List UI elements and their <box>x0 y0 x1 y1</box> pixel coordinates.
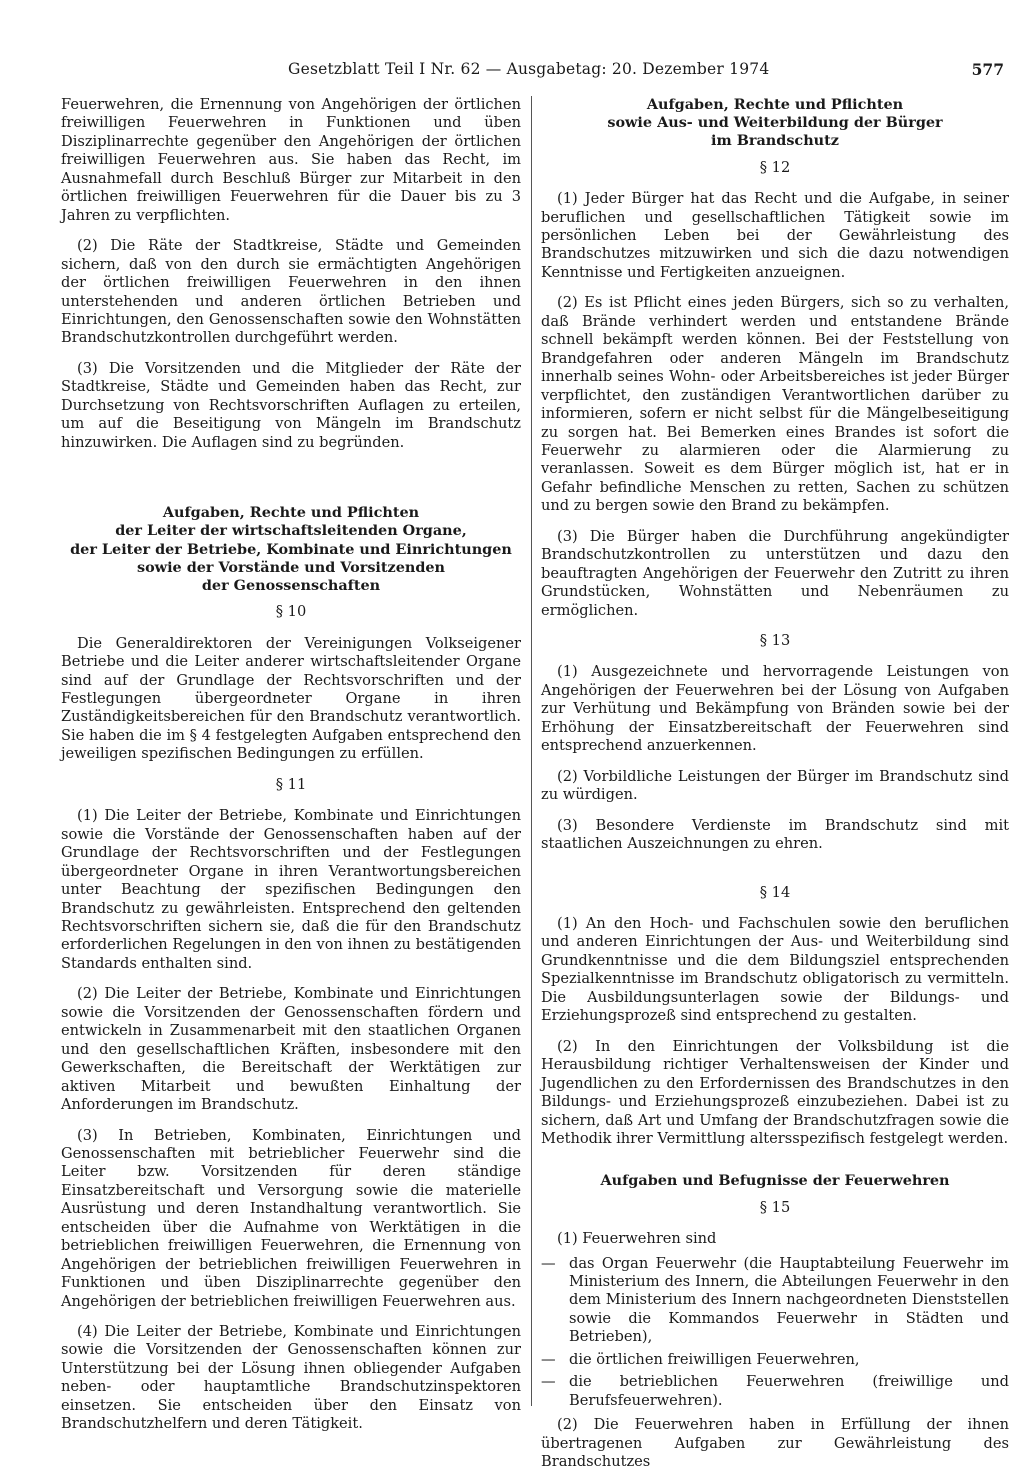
paragraph-11-1: (1) Die Leiter der Betriebe, Kombinate und Einrichtungen sowie die Vorstände der Genossenschaften haben auf der Grundlage der Rechtsvorschriften und der Festlegungen übergeordneter Organe in ihren Verantwortungsbereichen unter Beachtung der spezifischen Bedingungen den Brandschutz zu gewährleisten. Entsprechend den geltenden Rechtsvorschriften sichern sie, daß die für den Brandschutz erforderlichen Regelungen in den von ihnen zu bestätigenden Standards enthalten sind. <box>61 807 521 972</box>
section-11-label: § 11 <box>275 775 307 793</box>
paragraph-9-2: (2) Die Räte der Stadtkreise, Städte und Gemeinden sichern, daß von den durch sie ermächtigten Angehörigen der örtlichen freiwilligen Feuerwehren in den ihnen unterstehenden und anderen örtlichen Betrieben und Einrichtungen, den Genossenschaften sowie den Wohnstätten Brandschutzkontrollen durchgeführt werden. <box>61 237 521 347</box>
heading-feuerwehren: Aufgaben und Befugnisse der Feuerwehren <box>600 1172 950 1190</box>
heading-line: der Leiter der wirtschaftsleitenden Organe, <box>115 522 467 540</box>
section-15-label: § 15 <box>759 1198 791 1216</box>
paragraph-12-2: (2) Es ist Pflicht eines jeden Bürgers, sich so zu verhalten, daß Brände verhindert werden und entstandene Brände schnell bekämpft werden können. Bei der Feststellung von Brandgefahren oder anderen Mängeln im Brandschutz innerhalb seines Wohn- oder Arbeitsbereiches ist jeder Bürger verpflichtet, den zuständigen Verantwortlichen darüber zu informieren, sofern er nicht selbst für die Mängelbeseitigung zu sorgen hat. Bei Bemerken eines Brandes ist sofort die Feuerwehr zu alarmieren oder die Alarmierung zu veranlassen. Soweit es dem Bürger möglich ist, hat er in Gefahr befindliche Menschen zu retten, Sachen zu schützen und zu bergen sowie den Brand zu bekämpfen. <box>541 294 1009 515</box>
list-item <box>541 1255 1009 1347</box>
paragraph-13-3: (3) Besondere Verdienste im Brandschutz sind mit staatlichen Auszeichnungen zu ehren. <box>541 816 1009 853</box>
paragraph-13-1: (1) Ausgezeichnete und hervorragende Leistungen von Angehörigen der Feuerwehren bei der Lösung von Aufgaben zur Verhütung und Bekämpfung von Bränden sowie bei der Erhöhung der Einsatzbereitschaft der Feuerwehren sind entsprechend anzuerkennen. <box>541 663 1009 755</box>
heading-leiter-organe <box>61 504 521 595</box>
list-item <box>541 1351 1009 1369</box>
heading-line: der Leiter der Betriebe, Kombinate und Einrichtungen <box>70 540 512 558</box>
page-header <box>60 60 1006 84</box>
list-item-text: das Organ Feuerwehr (die Hauptabteilung Feuerwehr im Ministerium des Innern, die Abteilungen Feuerwehr in den dem Ministerium des Innern nachgeordneten Dienststellen sowie die Kommandos Feuerwehr in Städten und Betrieben), <box>569 1254 1009 1346</box>
paragraph-11-2: (2) Die Leiter der Betriebe, Kombinate und Einrichtungen sowie die Vorsitzenden der Genossenschaften fördern und entwickeln in Zusammenarbeit mit den staatlichen Organen und den gesellschaftlichen Kräften, insbesondere mit den Gewerkschaften, die Bereitschaft der Werktätigen zur aktiven Mitarbeit und bewußten Einhaltung der Anforderungen im Brandschutz. <box>61 985 521 1114</box>
paragraph-11-3: (3) In Betrieben, Kombinaten, Einrichtungen und Genossenschaften mit betrieblicher Feuerwehr sind die Leiter bzw. Vorsitzenden für deren ständige Einsatzbereitschaft und Versorgung sowie die materielle Ausrüstung und deren Instandhaltung verantwortlich. Sie entscheiden über die Aufnahme von Werktätigen in die betrieblichen freiwilligen Feuerwehren, die Ernennung von Angehörigen der betrieblichen freiwilligen Feuerwehren in Funktionen und üben Disziplinarrechte gegenüber den Angehörigen der betrieblichen freiwilligen Feuerwehren aus. <box>61 1126 521 1310</box>
heading-line: der Genossenschaften <box>201 576 381 594</box>
paragraph-15-2: (2) Die Feuerwehren haben in Erfüllung der ihnen übertragenen Aufgaben zur Gewährleistung des Brandschutzes <box>541 1416 1009 1471</box>
paragraph-10: Die Generaldirektoren der Vereinigungen Volkseigener Betriebe und die Leiter anderer wirtschaftsleitender Organe sind auf der Grundlage der Rechtsvorschriften und der Festlegungen übergeordneter Organe in ihren Zuständigkeitsbereichen für den Brandschutz verantwortlich. Sie haben die im § 4 festgelegten Aufgaben entsprechend den jeweiligen spezifischen Bedingungen zu erfüllen. <box>61 634 521 763</box>
dash-marker: — <box>541 1254 556 1272</box>
heading-line: Aufgaben, Rechte und Pflichten <box>162 504 420 522</box>
header-title: Gesetzblatt Teil I Nr. 62 — Ausgabetag: 20. Dezember 1974 <box>288 60 770 78</box>
paragraph-15-1: (1) Feuerwehren sind <box>557 1230 717 1248</box>
list-item-text: die betrieblichen Feuerwehren (freiwillige und Berufsfeuerwehren). <box>569 1373 1009 1409</box>
section-14-label: § 14 <box>759 883 791 901</box>
list-item-text: die örtlichen freiwilligen Feuerwehren, <box>569 1350 860 1368</box>
paragraph-continuation: Feuerwehren, die Ernennung von Angehörigen der örtlichen freiwilligen Feuerwehren in Funktionen und üben Disziplinarrechte gegenüber den Angehörigen der örtlichen freiwilligen Feuerwehren aus. Sie haben das Recht, im Ausnahmefall durch Beschluß Bürger zur Mitarbeit in den örtlichen freiwilligen Feuerwehren für die Dauer bis zu 3 Jahren zu verpflichten. <box>61 96 521 224</box>
heading-buerger <box>541 96 1009 151</box>
right-column <box>541 96 1009 1484</box>
paragraph-14-1: (1) An den Hoch- und Fachschulen sowie den beruflichen und anderen Einrichtungen der Aus- und Weiterbildung sind Grundkenntnisse und die dem Bildungsziel entsprechenden Spezialkenntnisse im Brandschutz obligatorisch zu vermitteln. Die Ausbildungsunterlagen sowie der Bildungs- und Erziehungsprozeß sind entsprechend zu gestalten. <box>541 915 1009 1025</box>
column-divider <box>531 96 532 1406</box>
paragraph-12-3: (3) Die Bürger haben die Durchführung angekündigter Brandschutzkontrollen zu unterstützen und dazu den beauftragten Angehörigen der Feuerwehr den Zutritt zu ihren Grundstücken, Wohnstätten und Nebenräumen zu ermöglichen. <box>541 527 1009 619</box>
dash-marker: — <box>541 1350 556 1368</box>
paragraph-11-4: (4) Die Leiter der Betriebe, Kombinate und Einrichtungen sowie die Vorsitzenden der Genossenschaften können zur Unterstützung bei der Lösung ihnen obliegender Aufgaben neben- oder hauptamtliche Brandschutzinspektoren einsetzen. Sie entscheiden über den Einsatz von Brandschutzhelfern und deren Tätigkeit. <box>61 1323 521 1433</box>
paragraph-14-2: (2) In den Einrichtungen der Volksbildung ist die Herausbildung richtiger Verhaltensweisen der Kinder und Jugendlichen zu den Erfordernissen des Brandschutzes in den Bildungs- und Erziehungsprozeß einzubeziehen. Dabei ist zu sichern, daß Art und Umfang der Brandschutzfragen sowie die Methodik ihrer Vermittlung altersspezifisch festgelegt werden. <box>541 1037 1009 1147</box>
heading-line: Aufgaben, Rechte und Pflichten <box>646 96 904 113</box>
section-13-label: § 13 <box>759 632 791 650</box>
fire-brigade-list <box>541 1255 1009 1411</box>
heading-line: im Brandschutz <box>711 132 839 150</box>
dash-marker: — <box>541 1373 556 1391</box>
list-item <box>541 1373 1009 1410</box>
heading-line: sowie Aus- und Weiterbildung der Bürger <box>607 114 943 132</box>
heading-line: sowie der Vorstände und Vorsitzenden <box>136 558 446 576</box>
left-column <box>61 96 521 1446</box>
paragraph-12-1: (1) Jeder Bürger hat das Recht und die Aufgabe, in seiner beruflichen und gesellschaftlichen Tätigkeit sowie im persönlichen Leben bei der Gewährleistung des Brandschutzes mitzuwirken und sich die dazu notwendigen Kenntnisse und Fertigkeiten anzueignen. <box>541 190 1009 281</box>
section-10-label: § 10 <box>275 603 307 621</box>
section-12-label: § 12 <box>759 158 791 176</box>
page-number: 577 <box>971 60 1004 79</box>
paragraph-13-2: (2) Vorbildliche Leistungen der Bürger im Brandschutz sind zu würdigen. <box>541 767 1009 804</box>
paragraph-9-3: (3) Die Vorsitzenden und die Mitglieder der Räte der Stadtkreise, Städte und Gemeinden haben das Recht, zur Durchsetzung von Rechtsvorschriften Auflagen zu erteilen, um auf die Beseitigung von Mängeln im Brandschutz hinzuwirken. Die Auflagen sind zu begründen. <box>61 359 521 451</box>
